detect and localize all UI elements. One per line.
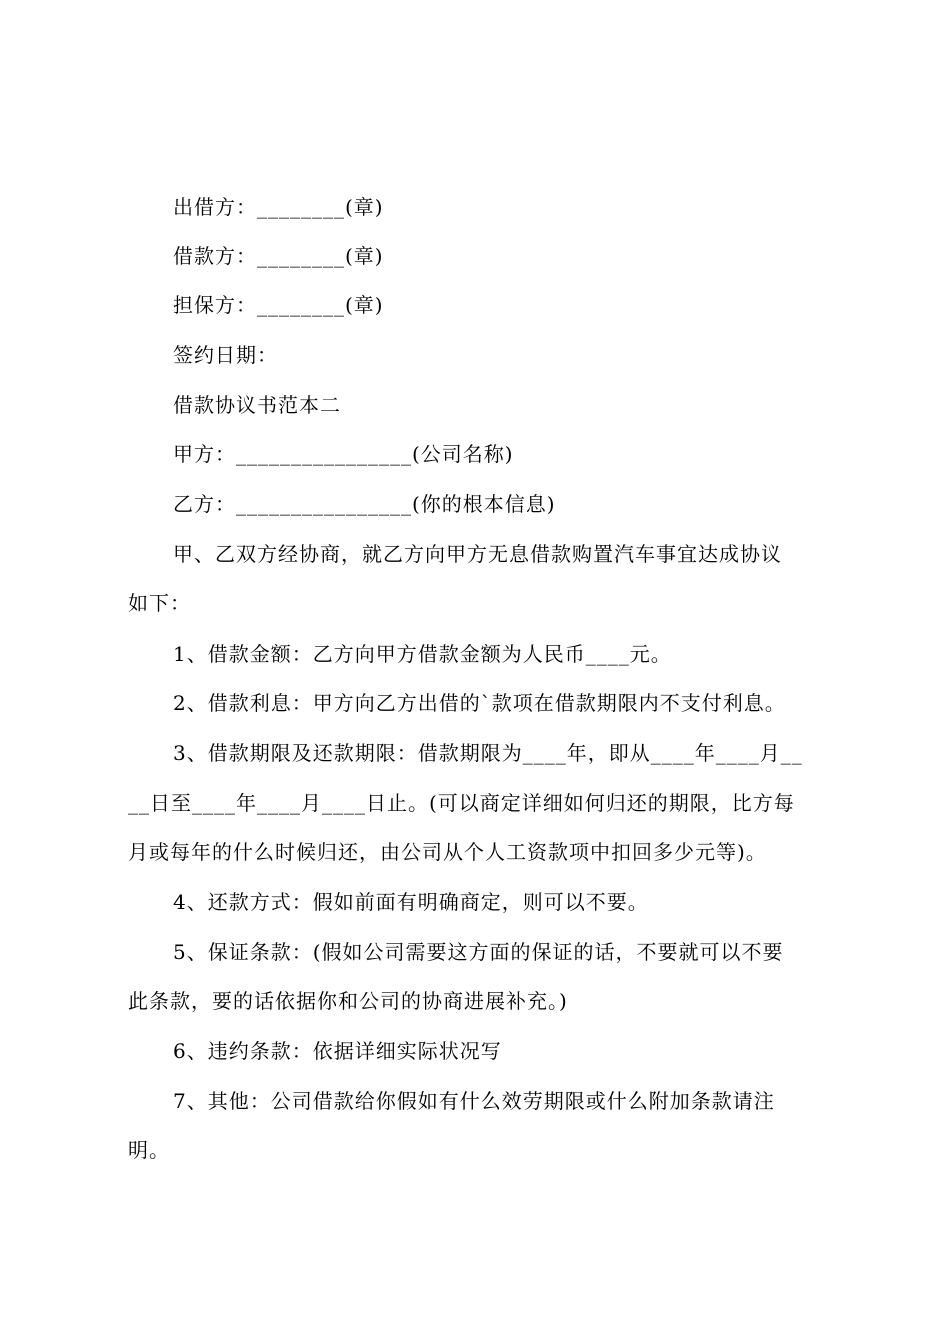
party-a-line: 甲方：________________(公司名称) [173,442,514,466]
clause-5-guarantee-line-1: 5、保证条款：(假如公司需要这方面的保证的话，不要就可以不要 [173,940,784,964]
clause-3-term-line-3: 月或每年的什么时候归还，由公司从个人工资款项中扣回多少元等)。 [128,840,767,864]
clause-1-amount: 1、借款金额：乙方向甲方借款金额为人民币____元。 [173,642,672,666]
clause-3-term-line-2: __日至____年____月____日止。(可以商定详细如何归还的期限，比方每 [128,791,795,815]
clause-7-other-line-1: 7、其他：公司借款给你假如有什么效劳期限或什么附加条款请注 [173,1089,775,1113]
section-title: 借款协议书范本二 [173,393,341,417]
clause-7-other-line-2: 明。 [128,1138,170,1162]
guarantor-signature-line: 担保方：________(章) [173,293,384,317]
signing-date-line: 签约日期： [173,343,278,367]
borrower-signature-line: 借款方：________(章) [173,244,384,268]
intro-paragraph-line-1: 甲、乙双方经协商，就乙方向甲方无息借款购置汽车事宜达成协议 [173,542,782,566]
clause-4-repayment: 4、还款方式：假如前面有明确商定，则可以不要。 [173,890,649,914]
clause-3-term-line-1: 3、借款期限及还款期限：借款期限为____年，即从____年____月__ [173,741,803,765]
clause-5-guarantee-line-2: 此条款，要的话依据你和公司的协商进展补充。) [128,989,568,1013]
clause-6-breach: 6、违约条款：依据详细实际状况写 [173,1039,502,1063]
clause-2-interest: 2、借款利息：甲方向乙方出借的`款项在借款期限内不支付利息。 [173,691,786,715]
party-b-line: 乙方：________________(你的根本信息) [173,492,556,516]
lender-signature-line: 出借方：________(章) [173,195,384,219]
intro-paragraph-line-2: 如下： [128,591,191,615]
